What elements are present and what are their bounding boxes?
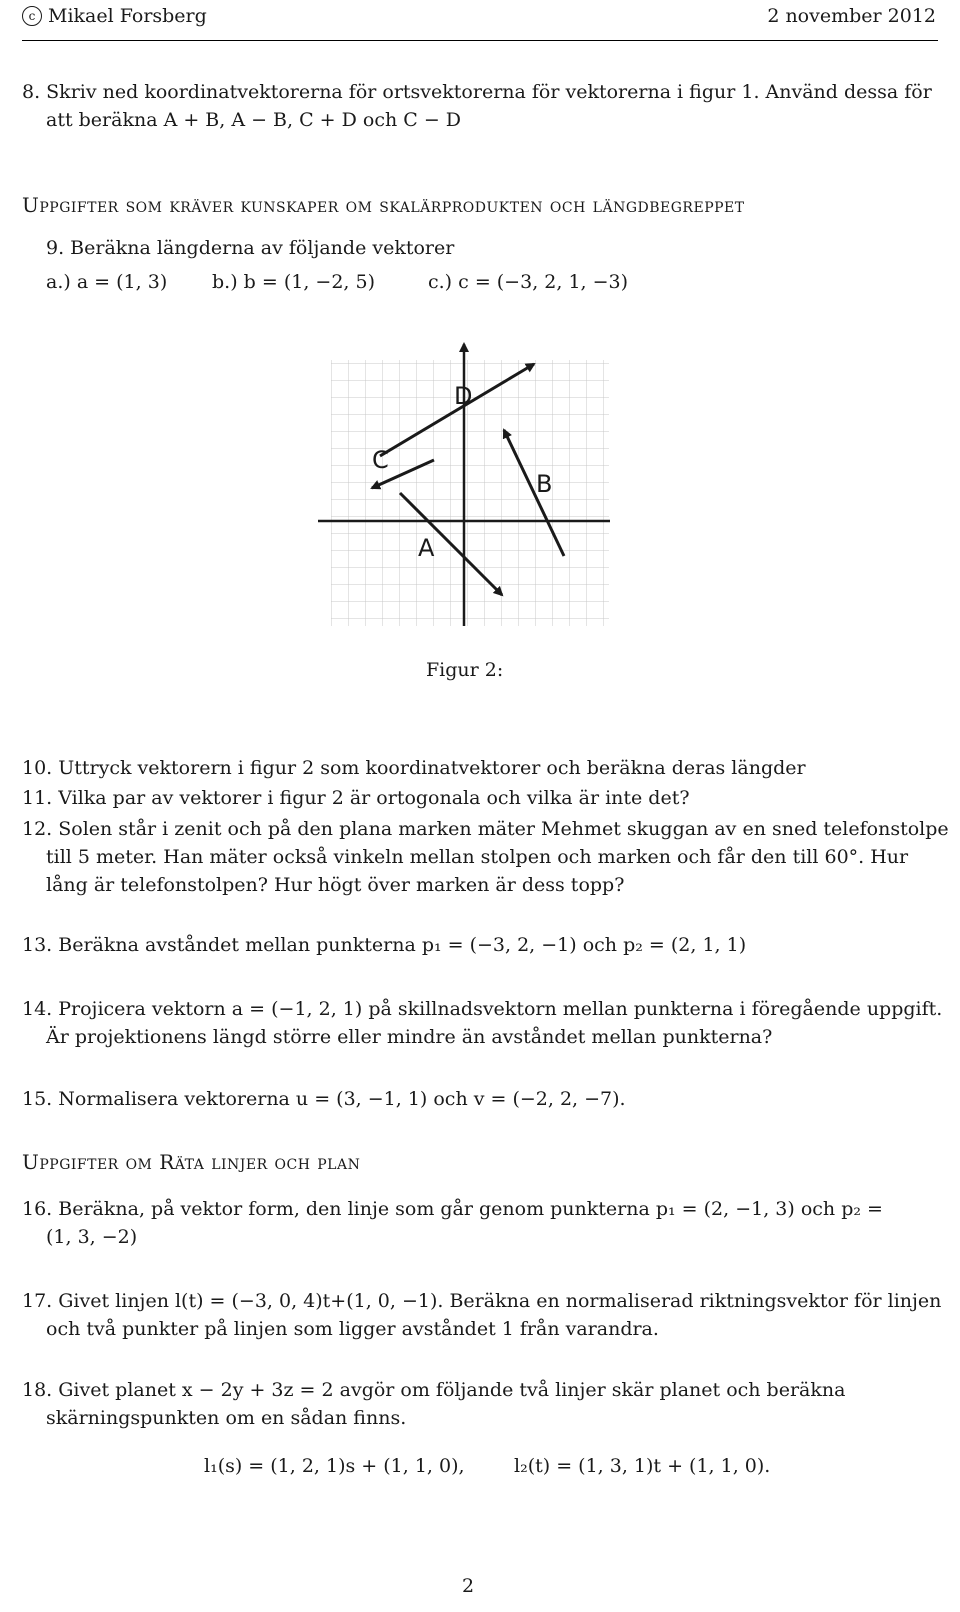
problem-8-line-1: 8. Skriv ned koordinatvektorerna för ortsvektorerna för vektorerna i figur 1. Använd dessa för (22, 81, 932, 103)
figure-2-vector-grid (318, 330, 618, 630)
problem-15: 15. Normalisera vektorerna u = (3, −1, 1) och v = (−2, 2, −7). (22, 1088, 626, 1110)
problem-14-line-2: Är projektionens längd större eller mindre än avståndet mellan punkterna? (46, 1026, 773, 1048)
figure-caption: Figur 2: (426, 659, 504, 681)
problem-18-line-2: skärningspunkten om en sådan finns. (46, 1407, 407, 1429)
page-number: 2 (462, 1575, 475, 1597)
problem-10: 10. Uttryck vektorern i figur 2 som koordinatvektorer och beräkna deras längder (22, 757, 806, 779)
problem-9-a: a.) a = (1, 3) (46, 271, 168, 293)
header-author: Mikael Forsberg (48, 5, 207, 27)
header-date: 2 november 2012 (767, 5, 936, 27)
label-d: D (454, 382, 473, 410)
problem-13: 13. Beräkna avståndet mellan punkterna p₁ = (−3, 2, −1) och p₂ = (2, 1, 1) (22, 934, 747, 956)
problem-18-line-l2: l₂(t) = (1, 3, 1)t + (1, 1, 0). (514, 1455, 771, 1477)
section-heading-lines-planes: Uppgifter om Räta linjer och plan (22, 1150, 361, 1174)
problem-18-line-1: 18. Givet planet x − 2y + 3z = 2 avgör om följande två linjer skär planet och beräkna (22, 1379, 846, 1401)
problem-8-line-2: att beräkna A + B, A − B, C + D och C − D (46, 109, 462, 131)
problem-17-line-2: och två punkter på linjen som ligger avståndet 1 från varandra. (46, 1318, 659, 1340)
problem-14-line-1: 14. Projicera vektorn a = (−1, 2, 1) på skillnadsvektorn mellan punkterna i föregående uppgift. (22, 998, 943, 1020)
problem-9-b: b.) b = (1, −2, 5) (212, 271, 375, 293)
problem-12-line-2: till 5 meter. Han mäter också vinkeln mellan stolpen och marken och får den till 60°. Hur (46, 846, 909, 868)
header-author-line (22, 4, 207, 28)
problem-12-line-3: lång är telefonstolpen? Hur högt över marken är dess topp? (46, 874, 625, 896)
copyright-icon: c (22, 6, 42, 26)
problem-9-c: c.) c = (−3, 2, 1, −3) (428, 271, 629, 293)
problem-16-line-1: 16. Beräkna, på vektor form, den linje som går genom punkterna p₁ = (2, −1, 3) och p₂ = (22, 1198, 883, 1220)
problem-16-line-2: (1, 3, −2) (46, 1226, 138, 1248)
problem-17-line-1: 17. Givet linjen l(t) = (−3, 0, 4)t+(1, 0, −1). Beräkna en normaliserad riktningsvektor för linjen (22, 1290, 942, 1312)
label-b: B (536, 470, 553, 498)
label-c: C (372, 446, 389, 474)
label-a: A (418, 534, 435, 562)
problem-12-line-1: 12. Solen står i zenit och på den plana marken mäter Mehmet skuggan av en sned telefonstolpe (22, 818, 949, 840)
problem-9-line-1: 9. Beräkna längderna av följande vektorer (46, 237, 455, 259)
header-rule (22, 40, 938, 41)
section-heading-scalar-product: Uppgifter som kräver kunskaper om skalärprodukten och längdbegreppet (22, 193, 745, 217)
problem-11: 11. Vilka par av vektorer i figur 2 är ortogonala och vilka är inte det? (22, 787, 690, 809)
problem-18-line-l1: l₁(s) = (1, 2, 1)s + (1, 1, 0), (204, 1455, 465, 1477)
